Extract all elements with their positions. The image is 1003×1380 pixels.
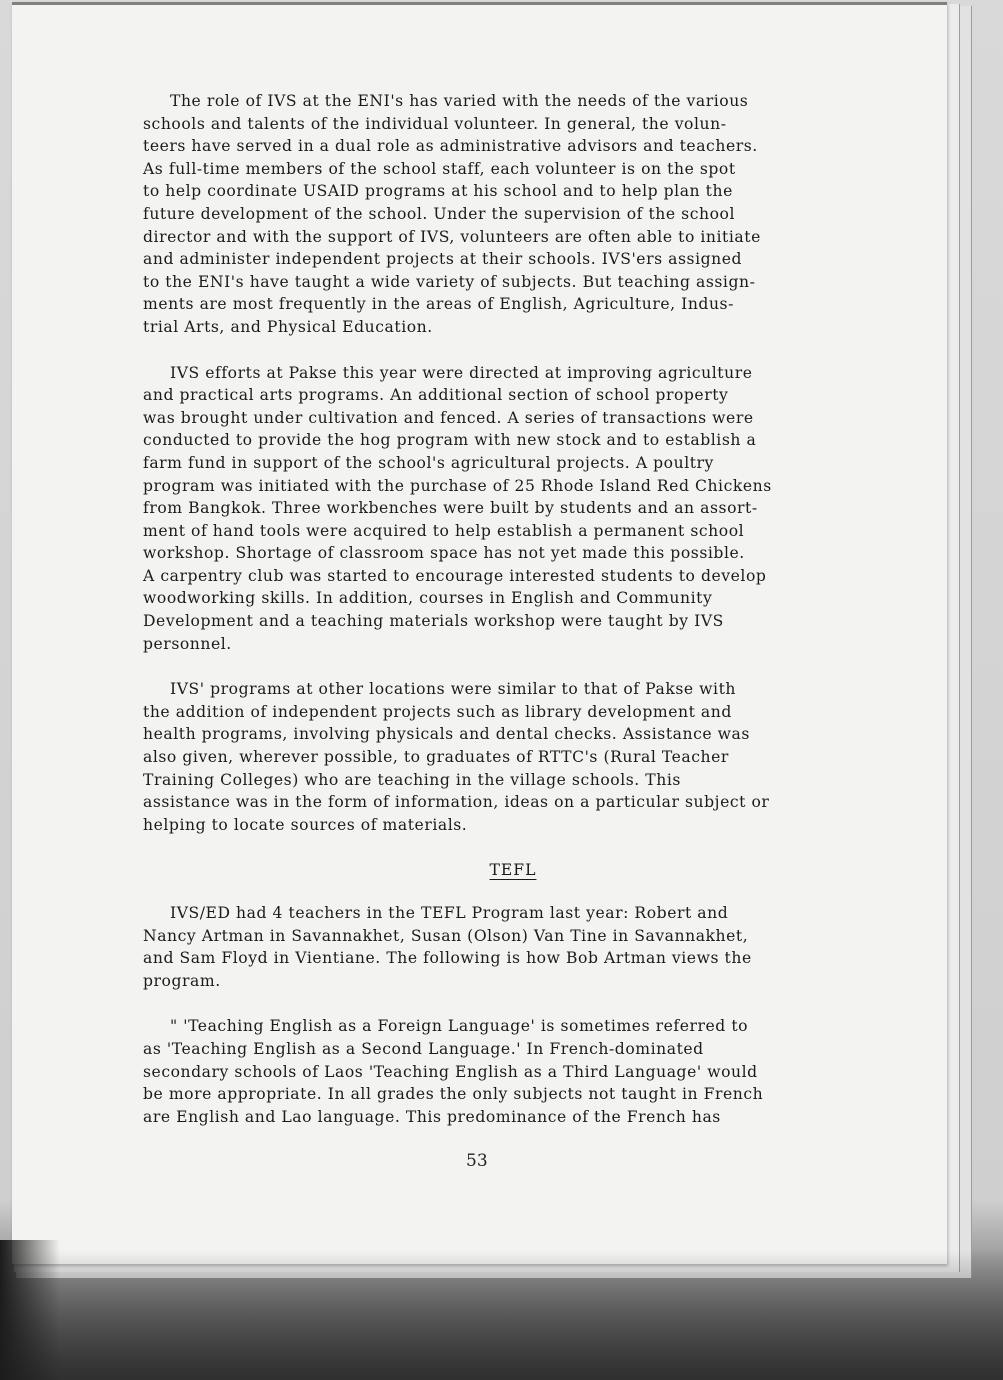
page-body — [143, 90, 883, 1151]
page-top-edge — [12, 2, 947, 5]
section-heading — [143, 859, 883, 882]
paragraph-tefl-teachers: IVS/ED had 4 teachers in the TEFL Program last year: Robert and Nancy Artman in Savannakhet, Susan (Olson) Van Tine in Savannakhet, and Sam Floyd in Vientiane. The following is how Bob Artman views the program. — [143, 904, 752, 990]
section-heading-text: TEFL — [489, 861, 537, 880]
scan-shadow-corner — [0, 1240, 60, 1380]
paragraph-ivs-role: The role of IVS at the ENI's has varied with the needs of the various schools and talents of the individual volunteer. In general, the volun- teers have served in a dual role as administrative advisors and teachers. As full-time members of the school staff, each volunteer is on the spot to help coordinate USAID programs at his school and to help plan the future development of the school. Under the supervision of the school director and with the support of IVS, volunteers are often able to initiate and administer independent projects at their schools. IVS'ers assigned to the ENI's have taught a wide variety of subjects. But teaching assign- ments are most frequently in the areas of English, Agriculture, Indus- trial Arts, and Physical Education. — [143, 92, 761, 336]
scan-shadow — [0, 1250, 1003, 1380]
paragraph-tefl-quote: " 'Teaching English as a Foreign Language' is sometimes referred to as 'Teaching English as a Second Language.' In French-dominated secondary schools of Laos 'Teaching English as a Third Language' would be more appropriate. In all grades the only subjects not taught in French are English and Lao language. This predominance of the French has — [143, 1017, 764, 1126]
paragraph-pakse: IVS efforts at Pakse this year were directed at improving agriculture and practical arts programs. An additional section of school property was brought under cultivation and fenced. A series of transactions were conducted to provide the hog program with new stock and to establish a farm fund in support of the school's agricultural projects. A poultry program was initiated with the purchase of 25 Rhode Island Red Chickens from Bangkok. Three workbenches were built by students and an assort- ment of hand tools were acquired to help establish a permanent school workshop. Shortage of classroom space has not yet made this possible. A carpentry club was started to encourage interested students to develop woodworking skills. In addition, courses in English and Community Development and a teaching materials workshop were taught by IVS personnel. — [143, 363, 772, 653]
page-number: 53 — [466, 1151, 488, 1171]
paragraph-other-locations: IVS' programs at other locations were similar to that of Pakse with the addition of independent projects such as library development and health programs, involving physicals and dental checks. Assistance was also given, wherever possible, to graduates of RTTC's (Rural Teacher Training Colleges) who are teaching in the village schools. This assistance was in the form of information, ideas on a particular subject or helping to locate sources of materials. — [143, 680, 770, 834]
